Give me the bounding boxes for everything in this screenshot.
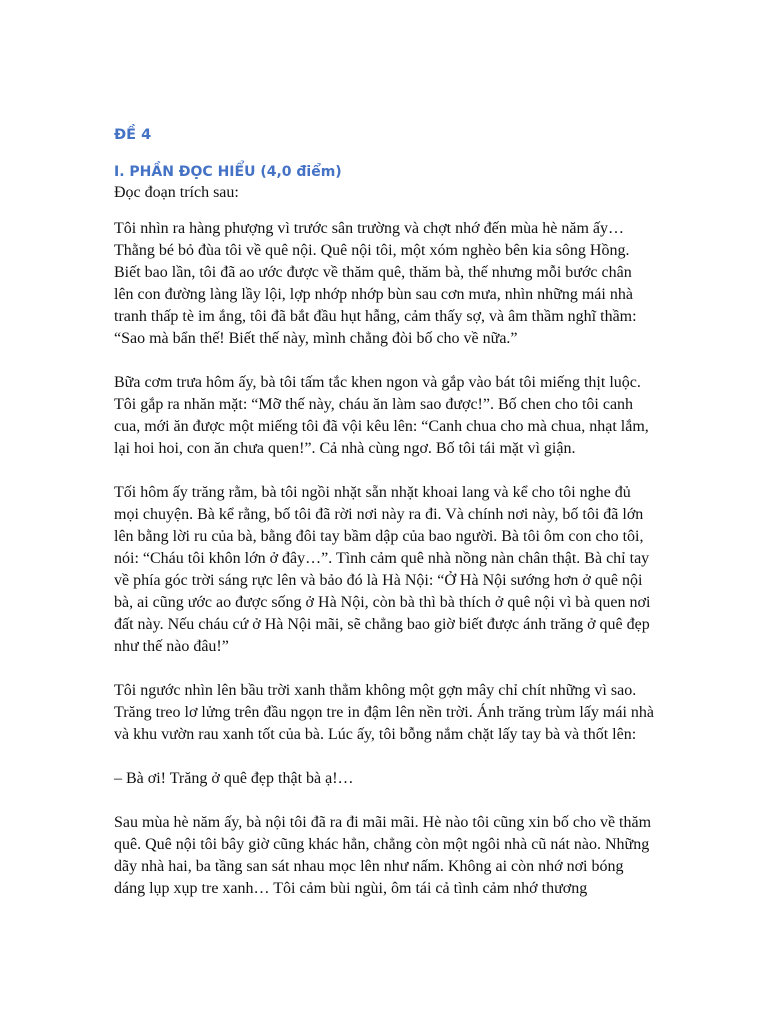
paragraph-6: Sau mùa hè năm ấy, bà nội tôi đã ra đi mãi mãi. Hè nào tôi cũng xin bố cho về thăm quê. Quê nội tôi bây giờ cũng khác hẳn, chẳng còn một ngôi nhà cũ nát nào. Những dãy nhà hai, ba tầng san sát nhau mọc lên như nấm. Không ai còn nhớ nơi bóng dáng lụp xụp tre xanh… Tôi cảm bùi ngùi, ôm tái cả tình cảm nhớ thương — [114, 814, 652, 897]
paragraph-2: Bữa cơm trưa hôm ấy, bà tôi tấm tắc khen ngon và gắp vào bát tôi miếng thịt luộc. Tôi gắp ra nhăn mặt: “Mỡ thế này, cháu ăn làm sao được!”. Bố chen cho tôi canh cua, mới ăn được một miếng tôi đã vội kêu lên: “Canh chua cho mà chua, nhạt lắm, lại hoi hoi, con ăn chưa quen!”. Cả nhà cùng ngơ. Bố tôi tái mặt vì giận. — [114, 374, 649, 457]
document-content — [114, 124, 654, 900]
exam-title: ĐỀ 4 — [114, 127, 152, 143]
reading-instruction: Đọc đoạn trích sau: — [114, 184, 239, 201]
paragraph-3: Tối hôm ấy trăng rằm, bà tôi ngồi nhặt sẵn nhặt khoai lang và kể cho tôi nghe đủ mọi chuyện. Bà kể rằng, bố tôi đã rời nơi này ra đi. Và chính nơi này, bố tôi đã lớn lên bằng lời ru của bà, bằng đôi tay bầm dập của bao người. Bà tôi ôm con cho tôi, nói: “Cháu tôi khôn lớn ở đây…”. Tình cảm quê nhà nồng nàn chân thật. Bà chỉ tay về phía góc trời sáng rực lên và bảo đó là Hà Nội: “Ở Hà Nội sướng hơn ở quê nội bà, ai cũng ước ao được sống ở Hà Nội, còn bà thì bà thích ở quê nội vì bà quen nơi đất này. Nếu cháu cứ ở Hà Nội mãi, sẽ chẳng bao giờ biết được ánh trăng ở quê đẹp như thế nào đâu!” — [114, 484, 651, 655]
paragraph-5: – Bà ơi! Trăng ở quê đẹp thật bà ạ!… — [114, 770, 354, 787]
paragraph-1: Tôi nhìn ra hàng phượng vì trước sân trường và chợt nhớ đến mùa hè năm ấy… Thằng bé bỏ đùa tôi về quê nội. Quê nội tôi, một xóm nghèo bên kia sông Hồng. Biết bao lần, tôi đã ao ước được về thăm quê, thăm bà, thế nhưng mỗi bước chân lên con đường làng lầy lội, lợp nhớp nhớp bùn sau cơn mưa, nhìn những mái nhà tranh thấp tè im ắng, tôi đã bắt đầu hụt hẫng, cảm thấy sợ, và âm thầm nghĩ thầm: “Sao mà bẩn thế! Biết thế này, mình chẳng đòi bố cho về nữa.” — [114, 220, 637, 347]
section-title: I. PHẦN ĐỌC HIỂU (4,0 điểm) — [114, 164, 342, 180]
paragraph-4: Tôi ngước nhìn lên bầu trời xanh thẳm không một gợn mây chỉ chít những vì sao. Trăng treo lơ lửng trên đầu ngọn tre in đậm lên nền trời. Ánh trăng trùm lấy mái nhà và khu vườn rau xanh tốt của bà. Lúc ấy, tôi bỗng nắm chặt lấy tay bà và thốt lên: — [114, 682, 654, 743]
